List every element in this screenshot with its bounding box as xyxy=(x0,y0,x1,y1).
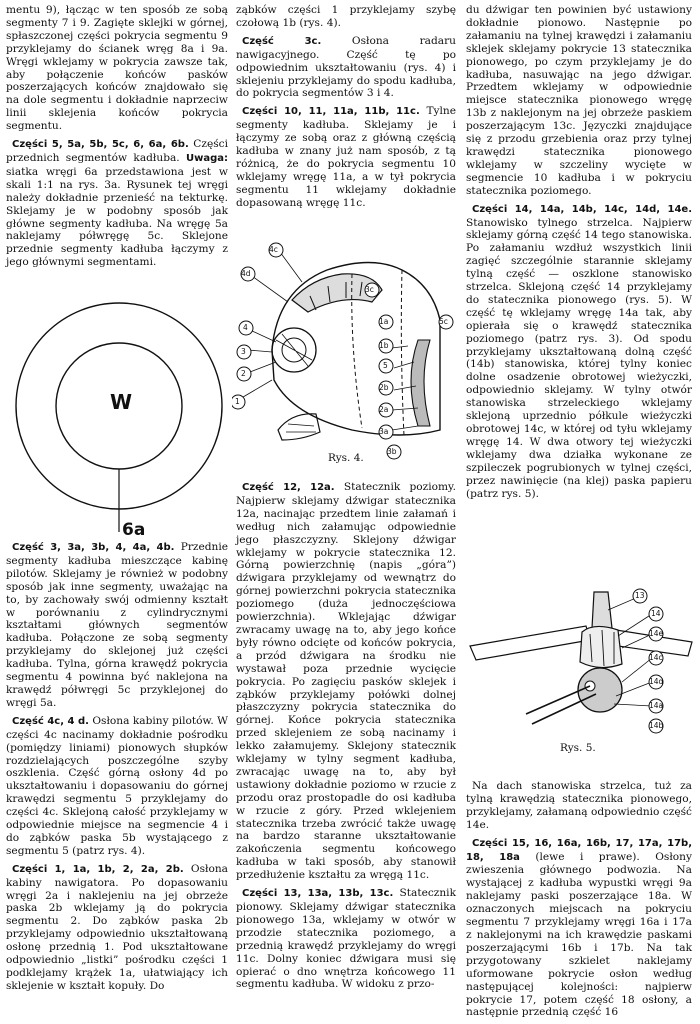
callout-label: 13 xyxy=(635,591,645,600)
figure-5-tail-turret xyxy=(466,586,696,736)
callout-label: 2b xyxy=(379,383,389,392)
section-body: Statecznik poziomy. Najpierw sklejamy dźwigar statecznika 12a, nacinając przedtem linie załamań i według nich załamując odpowiednie jego płaszczyzny. Sklejony dźwigar wklejamy w pokrycie statecznika 12. Górną powierzchnię (napis „góra”) dźwigara przyklejamy od wewnątrz do górnej powierzchni pokrycia statecznika poziomego (duża jednoczęściowa powierzchnia). Wklejając dźwigar zwracamy uwagę na to, aby jego końce były równo odcięte od końców pokrycia, a przód dźwigara na środku nie wystawał poza przednie wycięcie pokrycia. Po zagięciu pasków sklejek i ząbków przyklejamy połówki dolnej płaszczyzny pokrycia statecznika do górnej. Końce pokrycia statecznika przed sklejeniem ze sobą nacinamy i lekko załamujemy. Sklejony statecznik wklejamy w tylny segment kadłuba, zwracając uwagę na to, aby był ustawiony dokładnie poziomo w rzucie z przodu oraz prostopadle do osi kadłuba w rzucie z góry. Przed wklejeniem statecznika trzeba zwrócić także uwagę na bardzo staranne ukształtowanie zakończenia segmentu końcowego kadłuba w taki sposób, aby stanowił przedłużenie kształtu za wręgą 11c. xyxy=(236,481,456,882)
section-heading: Część 4c, 4 d. xyxy=(12,715,89,727)
frame-w-label: W xyxy=(110,390,133,414)
callout-label: 3b xyxy=(387,447,397,456)
section-heading: Części 1, 1a, 1b, 2, 2a, 2b. xyxy=(12,863,184,875)
column-right xyxy=(466,4,692,505)
figure-5-callouts xyxy=(466,586,696,736)
section-body: Osłona kabiny pilotów. W części 4c nacinamy dokładnie pośrodku (pomiędzy liniami) pionowych słupków rozdzielających poszczególne szyby oszklenia. Część górną osłony 4d po ukształtowaniu i dopasowaniu do górnej krawędzi segmentu 5 przyklejamy do części 4c. Sklejoną całość przyklejamy w odpowiednie miejsce na segmencie 4 i do ząbków paska 5b wystającego z segmentu 5 (patrz rys. 4). xyxy=(6,714,228,857)
callout-label: 4c xyxy=(269,245,278,254)
figure-4-callouts xyxy=(232,230,460,460)
section-body: Tylne segmenty kadłuba. Sklejamy je i łączymy ze sobą oraz z główną częścią kadłuba w znany już nam sposób, z tą różnicą, że do pokrycia segmentu 10 wklejamy wręgę 11a, a w tył pokrycia segmentu 11 wklejamy dokładnie dopasowaną wręgę 11c. xyxy=(236,105,456,209)
figure-4-caption: Rys. 4. xyxy=(328,452,364,464)
section-heading: Części 5, 5a, 5b, 5c, 6, 6a, 6b. xyxy=(12,139,189,151)
callout-label: 2 xyxy=(241,369,246,378)
section-part-3c xyxy=(236,35,456,101)
callout-label: 1b xyxy=(379,341,389,350)
column-middle-lower xyxy=(236,481,456,996)
callout-label: 14e xyxy=(649,629,664,638)
figure-5-caption: Rys. 5. xyxy=(560,742,596,754)
callout-label: 2a xyxy=(379,405,389,414)
column-right-lower xyxy=(466,780,692,1024)
section-parts-13 xyxy=(236,887,456,991)
callout-label: 5 xyxy=(383,361,388,370)
section-parts-10-11 xyxy=(236,105,456,209)
section-body: siatka wręgi 6a przedstawiona jest w skali 1:1 na rys. 3a. Rysunek tej wręgi należy dokładnie przenieść na tekturkę. Sklejamy je w podobny sposób jak główne segmenty kadłuba. Na wręgę 5a naklejamy półwręgę 5c. Sklejone przednie segmenty kadłuba łączymy z jego głównymi segmentami. xyxy=(6,165,228,269)
callout-label: 3c xyxy=(365,285,374,294)
frame-6a-label: 6a xyxy=(122,520,146,540)
section-body: Statecznik pionowy. Sklejamy dźwigar statecznika pionowego 13a, wklejamy w otwór w przodzie statecznika poziomego, a przednią krawędź przyklejamy do wręgi 11c. Dolny koniec dźwigara musi się opierać o dno wnętrza końcowego 11 segmentu kadłuba. W widoku z przo- xyxy=(236,887,456,991)
callout-label: 3 xyxy=(241,347,246,356)
section-parts-3-4 xyxy=(6,541,228,710)
section-heading: Części 14, 14a, 14b, 14c, 14d, 14e. xyxy=(472,203,692,215)
column-left-lower xyxy=(6,541,228,998)
section-heading: Części 10, 11, 11a, 11b, 11c. xyxy=(242,106,420,118)
paragraph-continued: ząbków części 1 przyklejamy szybę czołową 1b (rys. 4). xyxy=(236,4,456,29)
section-heading: Części 13, 13a, 13b, 13c. xyxy=(242,888,394,900)
figure-4-nose-assembly xyxy=(232,230,460,460)
section-heading-suffix: (lewe i prawe). xyxy=(535,850,640,863)
section-parts-5-6 xyxy=(6,138,228,269)
callout-label: 1 xyxy=(235,397,240,406)
figure-3a-frame-template xyxy=(4,300,230,548)
callout-label: 1a xyxy=(379,317,389,326)
section-heading: Część 12, 12a. xyxy=(242,482,335,493)
section-body: Osłona radaru nawigacyjnego. Część tę po odpowiednim ukształtowaniu (rys. 4) i sklejeniu przyklejamy do spodu kadłuba, do pokrycia segmentów 3 i 4. xyxy=(236,34,456,100)
section-heading: Części 15, 16, 16a, 16b, 17, 17a, 17b, 18, 18a xyxy=(466,837,692,863)
column-middle xyxy=(236,4,456,215)
section-body: Osłony zwieszenia głównego podwozia. Na wystającej z kadłuba wypustki wręgi 9a naklejamy paski poszerzające 18a. W oznaczonych miejscach na pokryciu segmentu 7 przyklejamy wręgi 16a i 17a z naklejonymi na ich krawędzie paskami poszerzającymi 16b i 17b. Na tak przygotowany szkielet naklejamy uformowane pokrycie osłon według następującej kolejności: najpierw pokrycie 17, potem część 18 osłony, a następnie przednią część 16 xyxy=(466,850,692,1019)
callout-label: 14b xyxy=(649,721,664,730)
section-parts-1-2 xyxy=(6,863,228,993)
note-label: Uwaga: xyxy=(185,152,228,164)
section-body: Stanowisko tylnego strzelca. Najpierw sklejamy górną część 14 tego stanowiska. Po załamaniu wzdłuż wszystkich linii zagięć szczególnie starannie sklejamy tylną część — oszklone stanowisko strzelca. Sklejoną część 14 przyklejamy do statecznika pionowego (rys. 5). W część tę wklejamy wręgę 14a tak, aby opierała się o krawędź statecznika poziomego (patrz rys. 3). Od spodu przyklejamy ukształtowaną dolną część (14b) stanowiska, której tylny koniec dolne osadzenie obrotowej wieżyczki, odpowiednio sklejamy. W tylny otwór stanowiska strzeleckiego wklejamy sklejoną uprzednio półkule wieżyczki obrotowej 14c, w której od tyłu wklejamy wręgę 14. W dwa otwory tej wieżyczki wklejamy dwa działka wykonane ze szpileczek pogrubionych w tylnej części, przez nawinięcie (na klej) paska papieru (patrz rys. 5). xyxy=(466,216,692,500)
callout-label: 5c xyxy=(439,317,448,326)
section-parts-4c-4d xyxy=(6,715,228,858)
callout-label: 4d xyxy=(241,269,251,278)
callout-label: 14c xyxy=(649,653,663,662)
column-left xyxy=(6,4,228,274)
section-heading: Część 3, 3a, 3b, 4, 4a, 4b. xyxy=(12,542,175,553)
paragraph-continued: du dźwigar ten powinien być ustawiony dokładnie pionowo. Następnie po załamaniu na tylnej krawędzi i załamaniu sklejek sklejamy pokrycie 13 statecznika pionowego, po czym przyklejamy je do kadłuba, nasuwając na jego dźwigar. Przedtem wklejamy w odpowiednie miejsce statecznika pionowego wręgę 13b z naklejonym na jej obrzeże paskiem poszerzającym 13c. Języczki znajdujące się z przodu grzebienia oraz przy tylnej krawędzi statecznika pionowego wklejamy w szczeliny wycięte w segmencie 10 kadłuba i w pokryciu statecznika poziomego. xyxy=(466,4,692,197)
section-heading: Część 3c. xyxy=(242,35,322,47)
section-parts-12 xyxy=(236,481,456,882)
section-parts-14 xyxy=(466,203,692,501)
section-body: Przednie segmenty kadłuba mieszczące kabinę pilotów. Sklejamy je również w podobny sposób jak inne segmenty, uważając na to, by zachowały swój odmienny kształt w porównaniu z cylindrycznymi kształtami głównych segmentów kadłuba. Połączone ze sobą segmenty przyklejamy do sklejonej już części kadłuba. Tylna, górna krawędź pokrycia segmentu 4 powinna być naklejona na krawędź półwręgi 5c przyklejonej do wręgi 5a. xyxy=(6,541,228,709)
paragraph-turret-roof: Na dach stanowiska strzelca, tuż za tylną krawędzią statecznika pionowego, przyklejamy, załamaną odpowiednio część 14e. xyxy=(466,780,692,831)
section-body: Części przednich segmentów kadłuba. xyxy=(6,138,228,164)
callout-label: 14d xyxy=(649,677,664,686)
callout-label: 14 xyxy=(651,609,661,618)
callout-label: 14a xyxy=(649,701,664,710)
callout-label: 3a xyxy=(379,427,389,436)
paragraph-continued: mentu 9), łącząc w ten sposób ze sobą segmenty 7 i 9. Zagięte sklejki w górnej, spłaszczonej części pokrycia segmentu 9 przyklejamy do ścianek wręg 8a i 9a. Wręgi wklejamy w pokrycia zawsze tak, aby połączenie końców pasków poszerzających końców znajdowało się na dole segmentu i dokładnie naprzeciw linii sklejenia końców pokrycia segmentu. xyxy=(6,4,228,133)
section-body: Osłona kabiny nawigatora. Po dopasowaniu wręgi 2a i naklejeniu na jej obrzeże paska 2b wklejamy ją do pokrycia segmentu 2. Do ząbków paska 2b przyklejamy odpowiednio ukształtowaną osłonę przednią 1. Pod ukształtowane odpowiednio „listki” pośrodku części 1 podklejamy krążek 1a, ułatwiający ich sklejenie w kształt kopuły. Do xyxy=(6,862,228,992)
frame-6a-drawing xyxy=(4,300,230,548)
callout-label: 4 xyxy=(243,323,248,332)
section-parts-15-18 xyxy=(466,837,692,1020)
